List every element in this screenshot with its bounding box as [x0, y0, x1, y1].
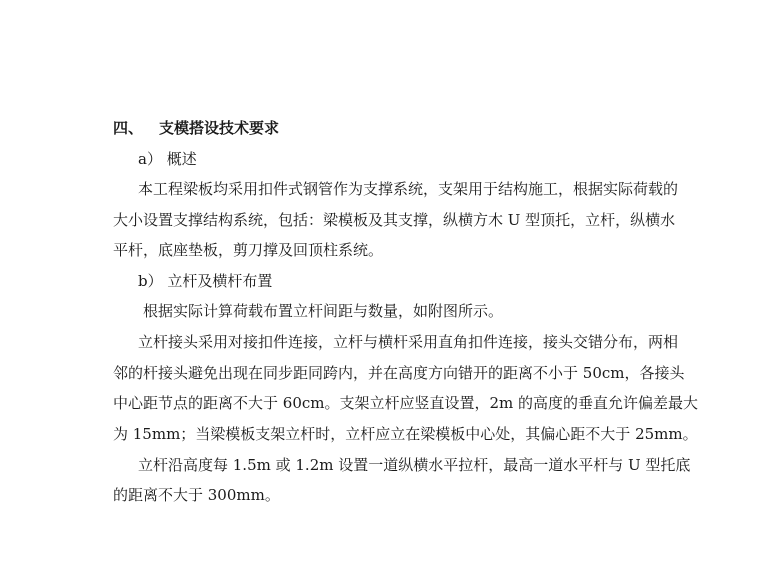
paragraph-line: 大小设置支撑结构系统，包括：梁模板及其支撑，纵横方木 U 型顶托，立杆，纵横水 [113, 211, 676, 229]
paragraph-line: 为 15mm；当梁模板支架立杆时，立杆应立在梁模板中心处，其偏心距不大于 25mm。 [113, 425, 698, 443]
section-heading [113, 118, 279, 138]
subsection-a-label: a） 概述 [138, 150, 197, 168]
paragraph-line: 平杆，底座垫板，剪刀撑及回顶柱系统。 [113, 241, 384, 259]
paragraph-line: 本工程梁板均采用扣件式钢管作为支撑系统，支架用于结构施工，根据实际荷载的 [138, 180, 679, 198]
paragraph-line: 中心距节点的距离不大于 60cm。支架立杆应竖直设置，2m 的高度的垂直允许偏差最大 [113, 394, 699, 412]
paragraph-line: 邻的杆接头避免出现在同步距同跨内，并在高度方向错开的距离不小于 50cm，各接头 [113, 364, 685, 382]
section-number: 四、 [113, 119, 144, 137]
paragraph-line: 立杆接头采用对接扣件连接，立杆与横杆采用直角扣件连接，接头交错分布，两相 [138, 333, 679, 351]
paragraph-line: 立杆沿高度每 1.5m 或 1.2m 设置一道纵横水平拉杆，最高一道水平杆与 U 型托底 [138, 456, 691, 474]
subsection-b-label: b） 立杆及横杆布置 [138, 272, 273, 290]
paragraph-line: 的距离不大于 300mm。 [113, 486, 280, 504]
paragraph-line: 根据实际计算荷载布置立杆间距与数量，如附图所示。 [143, 302, 504, 320]
section-title: 支模搭设技术要求 [159, 119, 280, 137]
